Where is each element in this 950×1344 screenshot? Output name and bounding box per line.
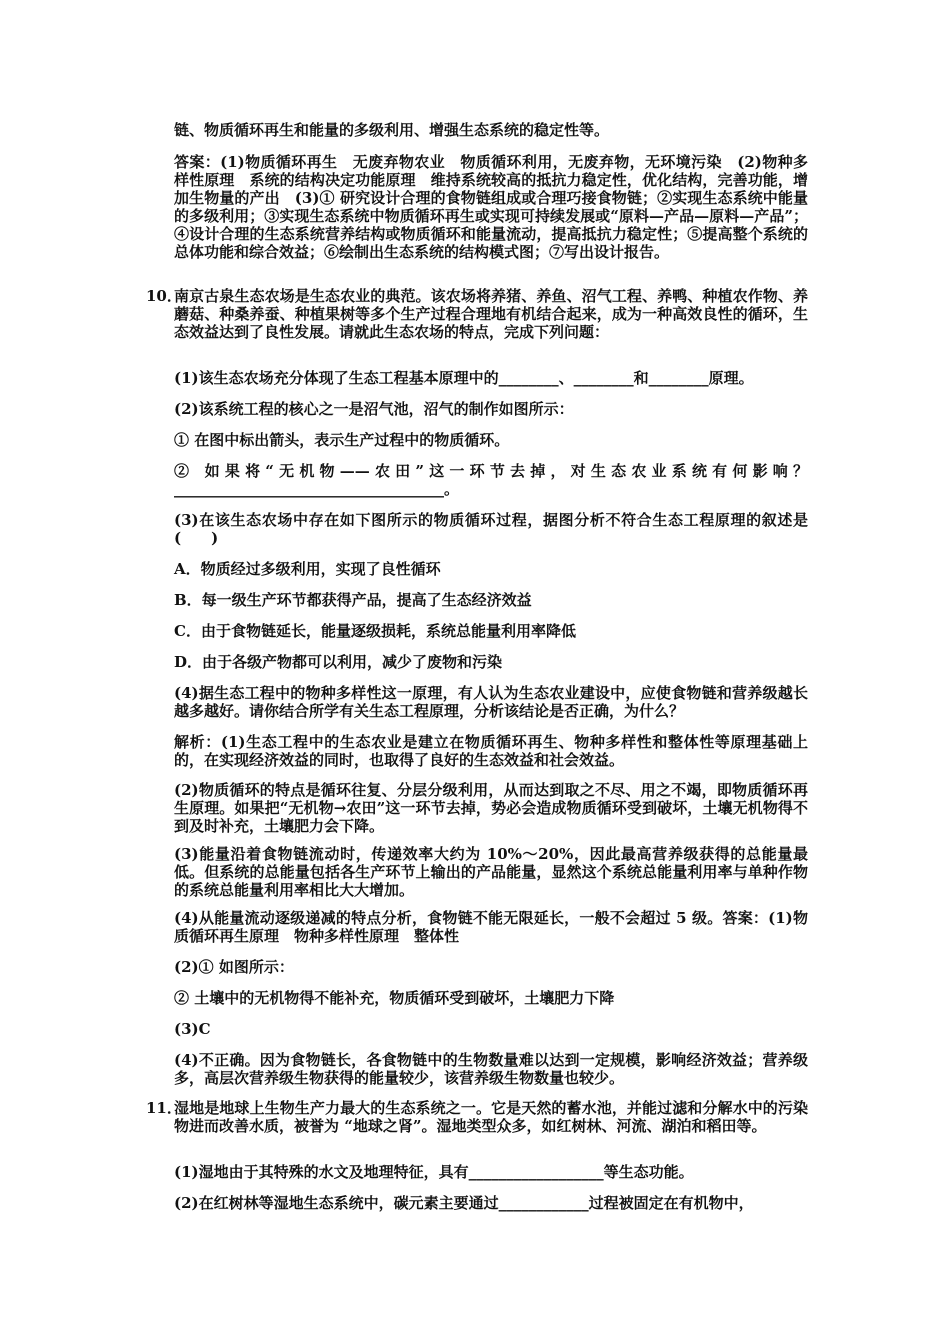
option-b: B．每一级生产环节都获得产品，提高了生态经济效益 <box>174 591 532 609</box>
analysis-4-and-answer-1: (4)从能量流动逐级递减的特点分析，食物链不能无限延长，一般不会超过 5 级。答案：(1)物质循环再生原理 物种多样性原理 整体性 <box>174 909 808 945</box>
sub-question-1: (1)该生态农场充分体现了生态工程基本原理中的________、________和________原理。 <box>174 369 754 387</box>
question-11 <box>146 1099 808 1135</box>
question-stem: 南京古泉生态农场是生态农业的典范。该农场将养猪、养鱼、沼气工程、养鸭、种植农作物、养蘑菇、种桑养蚕、种植果树等多个生产过程合理地有机结合起来，成为一种高效良性的循环，生态效益达到了良性发展。请就此生态农场的特点，完成下列问题： <box>174 287 808 341</box>
q11-sub-question-1: (1)湿地由于其特殊的水文及地理特征，具有__________________等生态功能。 <box>174 1163 694 1181</box>
sub-question-2-part-1: ① 在图中标出箭头，表示生产过程中的物质循环。 <box>174 431 510 449</box>
answer-q9: 答案：(1)物质循环再生 无废弃物农业 物质循环利用，无废弃物，无环境污染 (2)物种多样性原理 系统的结构决定功能原理 维持系统较高的抵抗力稳定性，优化结构，完善功能，增加生物量的产出 (3)① 研究设计合理的食物链组成或合理巧接食物链；②实现生态系统中能量的多级利用；③实现生态系统中物质循环再生或实现可持续发展或“原料—产品—原料—产品”；④设计合理的生态系统营养结构或物质循环和能量流动，提高抵抗力稳定性；⑤提高整个系统的总体功能和综合效益；⑥绘制出生态系统的结构模式图；⑦写出设计报告。 <box>174 153 808 261</box>
analysis-2: (2)物质循环的特点是循环往复、分层分级利用，从而达到取之不尽、用之不竭，即物质循环再生原理。如果把“无机物→农田”这一环节去掉，势必会造成物质循环受到破坏，土壤无机物得不到及时补充，土壤肥力会下降。 <box>174 781 808 835</box>
analysis-3: (3)能量沿着食物链流动时，传递效率大约为 10%～20%，因此最高营养级获得的总能量最低。但系统的总能量包括各生产环节上输出的产品能量，显然这个系统总能量利用率与单种作物的系统总能量利用率相比大大增加。 <box>174 845 808 899</box>
answer-4: (4)不正确。因为食物链长，各食物链中的生物数量难以达到一定规模，影响经济效益；营养级多，高层次营养级生物获得的能量较少，该营养级生物数量也较少。 <box>174 1051 808 1087</box>
continued-analysis-line: 链、物质循环再生和能量的多级利用、增强生态系统的稳定性等。 <box>174 121 610 139</box>
sub-question-2-part-2: ② 如果将“无机物——农田”这一环节去掉，对生态农业系统有何影响？____________________________________。 <box>174 462 808 498</box>
sub-question-4: (4)据生态工程中的物种多样性这一原理，有人认为生态农业建设中，应使食物链和营养级越长越多越好。请你结合所学有关生态工程原理，分析该结论是否正确，为什么？ <box>174 684 808 720</box>
question-number: 10． <box>146 287 182 305</box>
question-10 <box>146 287 808 341</box>
q11-sub-question-2: (2)在红树林等湿地生态系统中，碳元素主要通过____________过程被固定在有机物中， <box>174 1194 754 1212</box>
question-number: 11． <box>146 1099 182 1117</box>
answer-3: (3)C <box>174 1020 211 1038</box>
option-d: D．由于各级产物都可以利用，减少了废物和污染 <box>174 653 503 671</box>
sub-question-3: (3)在该生态农场中存在如下图所示的物质循环过程，据图分析不符合生态工程原理的叙述是( ) <box>174 511 808 547</box>
option-c: C．由于食物链延长，能量逐级损耗，系统总能量利用率降低 <box>174 622 576 640</box>
answer-2: (2)① 如图所示： <box>174 958 294 976</box>
analysis-1: 解析：(1)生态工程中的生态农业是建立在物质循环再生、物种多样性和整体性等原理基础上的，在实现经济效益的同时，也取得了良好的生态效益和社会效益。 <box>174 733 808 769</box>
sub-question-2: (2)该系统工程的核心之一是沼气池，沼气的制作如图所示： <box>174 400 574 418</box>
option-a: A．物质经过多级利用，实现了良性循环 <box>174 560 441 578</box>
answer-2-part-2: ② 土壤中的无机物得不能补充，物质循环受到破坏，土壤肥力下降 <box>174 989 615 1007</box>
question-stem: 湿地是地球上生物生产力最大的生态系统之一。它是天然的蓄水池，并能过滤和分解水中的污染物进而改善水质，被誉为 “地球之肾”。湿地类型众多，如红树林、河流、湖泊和稻田等。 <box>174 1099 808 1135</box>
